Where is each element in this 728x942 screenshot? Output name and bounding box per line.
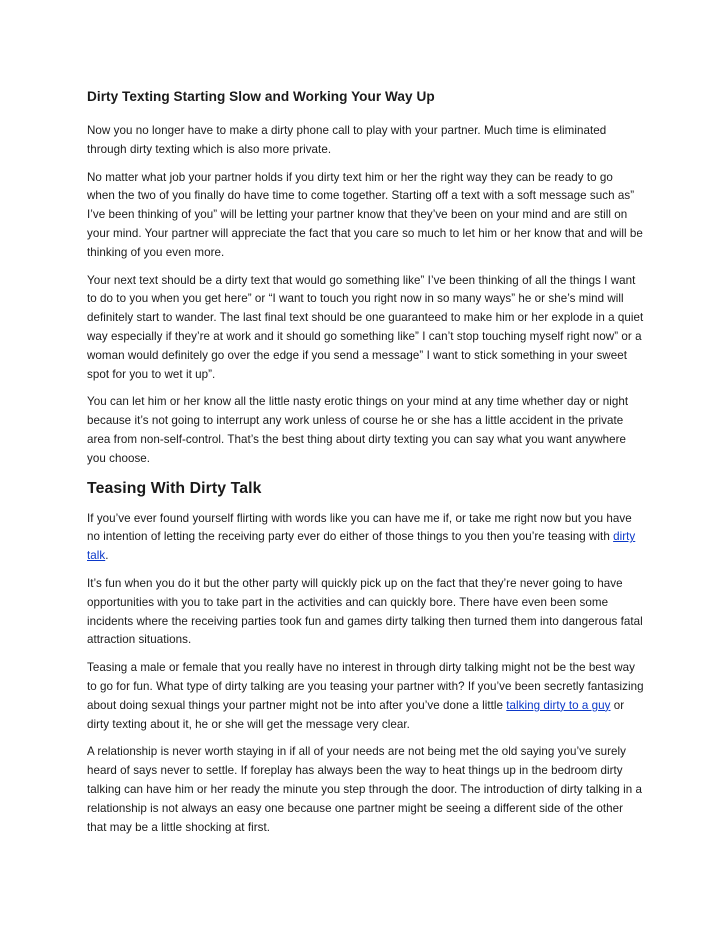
paragraph-text: If you’ve ever found yourself flirting with words like you can have me if, or take me right now but you have no intention of letting the receiving party ever do either of those things to you then you’re teasing with — [87, 511, 632, 544]
section-heading-teasing: Teasing With Dirty Talk — [87, 479, 262, 497]
dirty-talk-link[interactable]: dirty talk — [87, 530, 636, 563]
paragraph — [87, 659, 644, 734]
paragraph-text: Teasing a male or female that you really have no interest in through dirty talking might not be the best way to go for fun. What type of dirty talking are you teasing your partner with? If you’ve been secretly fantasizing about doing sexual things your partner might not be into after you’ve done a little — [87, 661, 644, 712]
paragraph — [87, 510, 644, 566]
section-heading-dirty-texting: Dirty Texting Starting Slow and Working Your Way Up — [87, 89, 435, 104]
talking-dirty-to-a-guy-link[interactable]: talking dirty to a guy — [506, 698, 611, 712]
paragraph: A relationship is never worth staying in if all of your needs are not being met the old saying you’ve surely heard of says never to settle. If foreplay has always been the way to heat things up in the bedroom dirty talking can have him or her ready the minute you step through the door. The introduction of dirty talking in a relationship is not always an easy one because one partner might be seeing a different side of the other that may be a little shocking at first. — [87, 745, 643, 834]
paragraph: Your next text should be a dirty text that would go something like” I’ve been thinking of all the things I want to do to you when you get here” or “I want to touch you right now in so many ways” he or she’s mind will definitely start to wander. The last final text should be one guaranteed to make him or her explode in a quiet way especially if they’re at work and it should go something like” I can’t stop touching myself right now” or a woman would definitely go over the edge if you send a message” I want to stick something in your sweet spot for you to wet it up”. — [87, 273, 644, 381]
paragraph: You can let him or her know all the little nasty erotic things on your mind at any time whether day or night because it’s not going to interrupt any work unless of course he or she has a little accident in the private area from non-self-control. That’s the best thing about dirty texting you can say what you want anywhere you choose. — [87, 395, 629, 465]
paragraph: No matter what job your partner holds if you dirty text him or her the right way they can be ready to go when the two of you finally do have time to come together. Starting off a text with a soft message such as” I’ve been thinking of you” will be letting your partner know that they’ve been on your mind and are still on your mind. Your partner will appreciate the fact that you care so much to let him or her know that and will be thinking of you even more. — [87, 170, 643, 259]
paragraph-text: or dirty texting about it, he or she will get the message very clear. — [87, 698, 625, 731]
paragraph-text: . — [105, 549, 109, 563]
paragraph: Now you no longer have to make a dirty phone call to play with your partner. Much time is eliminated through dirty texting which is also more private. — [87, 124, 607, 156]
paragraph: It’s fun when you do it but the other party will quickly pick up on the fact that they’re never going to have opportunities with you to take part in the activities and can quickly bore. There have even been some incidents where the receiving parties took fun and games dirty talking then turned them into dangerous fatal attraction situations. — [87, 576, 643, 647]
